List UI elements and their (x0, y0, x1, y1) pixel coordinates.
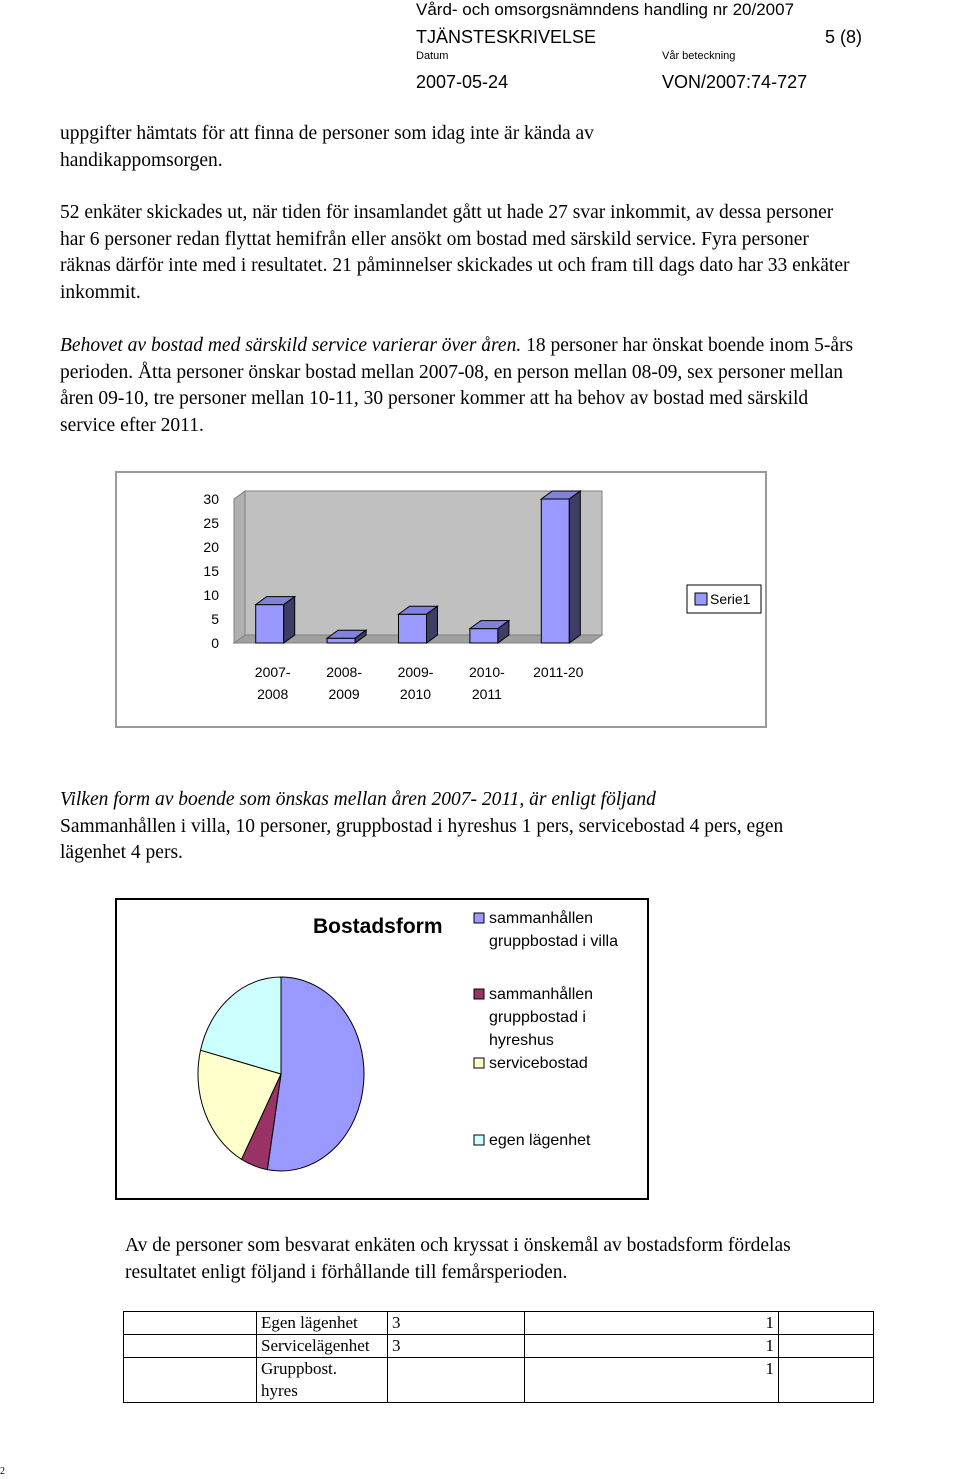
paragraph-3-lead: Behovet av bostad med särskild service varierar över åren. (60, 335, 522, 356)
paragraph-1: uppgifter hämtats för att finna de personer som idag inte är kända av handikappomsorgen. (60, 123, 594, 171)
header-ref: VON/2007:74-727 (662, 72, 808, 92)
table-row (124, 1358, 874, 1403)
cell-value-b (525, 1312, 779, 1335)
paragraph-4-lead: Vilken form av boende som önskas mellan åren 2007- 2011, är enligt följand (60, 789, 656, 810)
x-tick-label: 2010- (468, 664, 505, 680)
cell-text: Egen lägenhet (261, 1313, 358, 1332)
pie-slice-1 (267, 977, 364, 1171)
header-date: 2007-05-24 (416, 72, 509, 92)
legend-label: gruppbostad i (489, 1009, 586, 1026)
cell-text: Gruppbost. (261, 1359, 338, 1378)
x-tick-label: 2011-20 (533, 664, 584, 680)
cell-text: 3 (392, 1336, 401, 1355)
y-tick-label: 25 (203, 515, 219, 531)
legend-label: sammanhållen (489, 910, 594, 927)
cell-text: hyres (261, 1381, 298, 1400)
legend-label: Serie1 (710, 591, 751, 607)
y-tick-label: 30 (203, 491, 219, 507)
cell-value-a (388, 1335, 525, 1358)
pie-legend-item-3 (474, 1055, 588, 1072)
cell-text: Servicelägenhet (261, 1336, 370, 1355)
legend-label: sammanhållen (489, 986, 594, 1003)
bar-2011-20 (541, 491, 580, 643)
header-doc-type: TJÄNSTESKRIVELSE (416, 27, 597, 47)
header-date-label: Datum (416, 50, 449, 62)
cell-empty (124, 1312, 257, 1335)
legend-swatch (695, 593, 707, 605)
cell-label (257, 1335, 388, 1358)
legend (687, 585, 761, 613)
x-tick-label: 2011 (471, 686, 502, 702)
cell-value-a (388, 1312, 525, 1335)
footer-mark: 2 (0, 1466, 5, 1477)
cell-empty (779, 1358, 874, 1403)
bar-chart (117, 473, 765, 726)
pie-legend-item-4 (474, 1132, 591, 1149)
bar-2009-2010 (399, 606, 438, 643)
cell-text: 1 (765, 1336, 774, 1355)
pie-chart-box (115, 898, 649, 1200)
legend-swatch (474, 1058, 484, 1068)
cell-label (257, 1358, 388, 1403)
paragraph-5: Av de personer som besvarat enkäten och kryssat i önskemål av bostadsform fördelas resultatet enligt följand i förhållande till femårsperioden. (125, 1235, 791, 1283)
legend-swatch (474, 913, 484, 923)
legend-label: servicebostad (489, 1055, 588, 1072)
bar-front (327, 638, 355, 643)
cell-text: 3 (392, 1313, 401, 1332)
cell-empty (124, 1335, 257, 1358)
cell-label (257, 1312, 388, 1335)
cell-empty (779, 1312, 874, 1335)
x-tick-label: 2009- (397, 664, 434, 680)
header-org: Vård- och omsorgsnämndens handling nr 20/2007 (416, 0, 795, 19)
header-page: 5 (8) (825, 27, 863, 47)
pie-chart (117, 900, 647, 1198)
legend-label: hyreshus (489, 1032, 554, 1049)
cell-empty (124, 1358, 257, 1403)
table-row (124, 1312, 874, 1335)
y-tick-label: 0 (211, 635, 219, 651)
pie-legend-item-2 (474, 985, 593, 1049)
x-tick-label: 2010 (399, 686, 432, 702)
cell-value-a (388, 1358, 525, 1403)
bar-front (399, 614, 427, 643)
x-tick-label: 2008 (257, 686, 289, 702)
y-tick-label: 5 (211, 611, 219, 627)
cell-text: 1 (765, 1359, 774, 1378)
paragraph-3-body: 18 personer har önskat boende inom 5-års perioden. Åtta personer önskar bostad mellan 2007-08, en person mellan 08-09, sex personer mellan åren 09-10, tre personer mellan 10-11, 30 personer kommer att ha behov av bostad med särskild service efter 2011. (60, 335, 854, 436)
plot-side-wall (234, 491, 245, 643)
paragraph-2: 52 enkäter skickades ut, när tiden för insamlandet gått ut hade 27 svar inkommit, av dessa personer har 6 personer redan flyttat hemifrån eller ansökt om bostad med särskild service. Fyra personer räknas därför inte med i resultatet. 21 påminnelser skickades ut och fram till dags dato har 33 enkäter inkommit. (60, 202, 850, 303)
bar-front (256, 605, 284, 643)
cell-empty (779, 1335, 874, 1358)
bar-side (284, 597, 295, 643)
bar-chart-box (115, 471, 767, 728)
cell-text: 1 (765, 1313, 774, 1332)
legend-label: egen lägenhet (489, 1132, 591, 1149)
paragraph-4-body: Sammanhållen i villa, 10 personer, gruppbostad i hyreshus 1 pers, servicebostad 4 pers, egen lägenhet 4 pers. (60, 815, 784, 863)
paragraph-3 (60, 333, 860, 439)
legend-label: gruppbostad i villa (489, 933, 618, 950)
cell-value-b (525, 1358, 779, 1403)
header-ref-label: Vår beteckning (662, 50, 736, 62)
x-tick-label: 2007- (254, 664, 291, 680)
bar-2010-2011 (470, 621, 509, 643)
x-tick-label: 2009 (328, 686, 360, 702)
pie-title: Bostadsform (313, 915, 443, 938)
table-row (124, 1335, 874, 1358)
pie-legend-item-1 (474, 909, 618, 950)
results-table (123, 1311, 874, 1403)
bar-side (569, 491, 580, 643)
legend-swatch (474, 989, 484, 999)
bar-front (541, 499, 569, 643)
y-tick-label: 10 (203, 587, 219, 603)
y-tick-label: 20 (203, 539, 219, 555)
bar-front (470, 629, 498, 643)
legend-swatch (474, 1135, 484, 1145)
y-tick-label: 15 (203, 563, 219, 579)
cell-value-b (525, 1335, 779, 1358)
x-tick-label: 2008- (326, 664, 363, 680)
bar-2007-2008 (256, 597, 295, 643)
paragraph-4 (60, 787, 840, 867)
